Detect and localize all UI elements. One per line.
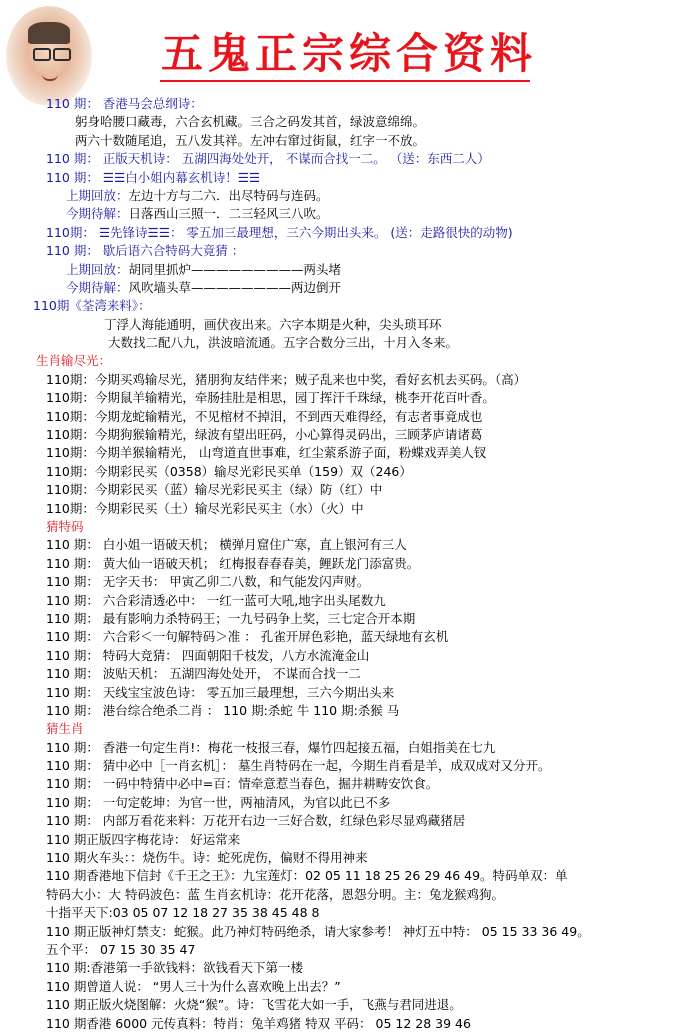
text-line: [0, 794, 698, 812]
text-segment: 110 期： ☰☰白小姐内幕玄机诗！☰☰: [46, 169, 261, 185]
text-segment: 上期回放：: [66, 187, 129, 203]
text-segment: 特码大小：大 特码波色：蓝 生肖玄机诗：花开花落，恩怨分明。主：兔龙猴鸡狗。: [46, 886, 504, 902]
text-segment: 今期待解：: [66, 279, 129, 295]
text-segment: 110期《荃湾来料》：: [33, 298, 151, 314]
text-line: [0, 463, 698, 481]
text-line: [0, 132, 698, 150]
text-segment: 110期：今期买鸡输尽光，猪朋狗友结伴来；贼子乱来也中奖，看好玄机去买码。（高）: [46, 371, 527, 387]
text-line: [0, 224, 698, 242]
text-segment: 110 期： 特码大竞猜： 四面朝阳千枝发，八方水流淹金山: [46, 647, 370, 663]
text-segment: 110 期： 正版天机诗： 五湖四海处处开， 不谋而合找一二。 （送：东西二人）: [46, 151, 490, 167]
text-segment: 110 期： 波贴天机： 五湖四海处处开， 不谋而合找一二: [46, 666, 361, 682]
text-line: [0, 941, 698, 959]
text-line: [0, 592, 698, 610]
text-line: [0, 849, 698, 867]
text-line: [0, 261, 698, 279]
text-line: [0, 720, 698, 738]
text-segment: 110期：今期羊猴输精光， 山弯道直世事难，红尘萦系游子面，粉蝶戏弄美人钗: [46, 445, 487, 461]
text-line: [0, 812, 698, 830]
text-line: [0, 923, 698, 941]
text-line: [0, 95, 698, 113]
text-line: [0, 904, 698, 922]
text-segment: 110 期： 一码中特猜中必中=百：情牵意惹当春色，掘井耕畴安饮食。: [46, 776, 439, 792]
text-segment: 胡同里抓炉—————————两头堵: [128, 261, 342, 277]
text-line: [0, 352, 698, 370]
text-segment: 躬身哈腰口藏毒，六合玄机藏。三合之码发其首，绿波意绵绵。: [75, 114, 426, 130]
text-segment: 大数找二配八九，洪波暗流通。五字合数分三出，十月入冬来。: [108, 335, 459, 351]
text-line: [0, 426, 698, 444]
text-line: [0, 316, 698, 334]
text-segment: 左边十方与二六．出尽特码与连码。: [128, 187, 329, 203]
text-line: [0, 886, 698, 904]
text-segment: 110 期： 无字天书： 甲寅乙卯二八数，和气能发闪声财。: [46, 574, 370, 590]
text-line: [0, 444, 698, 462]
text-segment: 110 期正版火烧图解：火烧“猴”。诗：飞雪花大如一手，飞燕与君同进退。: [46, 997, 462, 1013]
text-line: [0, 536, 698, 554]
text-line: [0, 739, 698, 757]
text-segment: 生肖输尽光：: [36, 353, 112, 369]
text-segment: 110 期火车头：：烧伤牛。诗：蛇死虎伤，偏财不得用神来: [46, 850, 368, 866]
text-line: [0, 371, 698, 389]
text-segment: 110期：今期龙蛇输精光，不见棺材不掉泪，不到西天难得经，有志者事竟成也: [46, 408, 483, 424]
text-segment: 110期：今期鼠羊输精光，牵肠挂肚是相思，园丁挥汗千珠绿，桃李开花百叶香。: [46, 390, 495, 406]
title-underline: [160, 80, 530, 82]
text-segment: 110 期： 黄大仙一语破天机； 红梅报春春春美，鲤跃龙门添富贵。: [46, 555, 420, 571]
text-line: [0, 187, 698, 205]
text-line: [0, 297, 698, 315]
text-segment: 110 期： 香港一句定生肖!：梅花一枝报三春，爆竹四起接五福，白姐指美在七九: [46, 739, 496, 755]
text-segment: 五个平： 07 15 30 35 47: [46, 941, 196, 957]
text-line: [0, 113, 698, 131]
text-segment: 110期：今期彩民买（0358）输尽光彩民买单（159）双（246）: [46, 463, 412, 479]
text-line: [0, 702, 698, 720]
content-lines: [0, 95, 698, 1033]
text-segment: 日落西山三照一．二三轻风三八吹。: [128, 206, 329, 222]
text-line: [0, 757, 698, 775]
text-segment: 110 期： 六合彩清透必中： 一红一蓝可大吼,地字出头尾数九: [46, 592, 386, 608]
text-line: [0, 665, 698, 683]
text-segment: 110 期： 内部万看花来料：万花开右边一三好合数，红绿色彩尽显鸡藏猪居: [46, 813, 466, 829]
text-segment: 110期： ☰先锋诗☰☰： 零五加三最理想，三六今期出头来。 (送：走路很快的动物): [46, 224, 513, 240]
text-line: [0, 518, 698, 536]
text-segment: 110期：今期彩民买（蓝）输尽光彩民买主（绿）防（红）中: [46, 482, 383, 498]
text-segment: 今期待解：: [66, 206, 129, 222]
text-line: [0, 205, 698, 223]
text-line: [0, 867, 698, 885]
text-segment: 110 期： 最有影响力杀特码王；一九号码争上奖，三七定合开本期: [46, 610, 416, 626]
text-segment: 110 期： 猜中必中［一肖玄机］： 墓生肖特码在一起，今期生肖看是羊，成双成对又分开。: [46, 758, 551, 774]
text-line: [0, 334, 698, 352]
text-segment: 110 期曾道人说： “男人三十为什么喜欢晚上出去？”: [46, 978, 341, 994]
text-line: [0, 279, 698, 297]
text-line: [0, 959, 698, 977]
text-line: [0, 628, 698, 646]
text-segment: 110 期： 港台综合绝杀二肖 ： 110 期:杀蛇 牛 110 期:杀猴 马: [46, 702, 400, 718]
text-line: [0, 978, 698, 996]
text-line: [0, 996, 698, 1014]
text-segment: 110 期： 白小姐一语破天机； 横弹月窟住广寒，直上银河有三人: [46, 537, 407, 553]
text-segment: 110 期香港 6000 元传真料：特肖：兔羊鸡猪 特双 平码： 05 12 28 39 46: [46, 1015, 471, 1031]
text-segment: 十指平天下:03 05 07 12 18 27 35 38 45 48 8: [46, 905, 320, 921]
text-line: [0, 408, 698, 426]
text-segment: 猜特码: [46, 518, 84, 534]
text-line: [0, 610, 698, 628]
text-line: [0, 150, 698, 168]
text-segment: 上期回放：: [66, 261, 129, 277]
text-segment: 110 期： 一句定乾坤：为官一世，两袖清风，为官以此已不多: [46, 794, 391, 810]
text-line: [0, 1015, 698, 1033]
text-segment: 两六十数随尾追，五八发其祥。左冲右窜过街鼠，红字一不放。: [75, 132, 426, 148]
text-segment: 110 期： 香港马会总纲诗：: [46, 96, 203, 111]
text-line: [0, 555, 698, 573]
text-segment: 110期：今期彩民买（土）输尽光彩民买主（水）（火）中: [46, 500, 364, 516]
text-line: [0, 684, 698, 702]
text-segment: 110期：今期狗猴输精光，绿波有望出旺码，小心算得灵码出，三顾茅庐请诸葛: [46, 427, 483, 443]
text-segment: 110 期香港地下信封《千王之王》：九宝莲灯：02 05 11 18 25 26 29 46 49。特码单双：单: [46, 868, 568, 884]
text-line: [0, 573, 698, 591]
text-line: [0, 500, 698, 518]
text-line: [0, 831, 698, 849]
text-segment: 110 期： 六合彩＜一句解特码＞准 ： 孔雀开屏色彩艳，蓝天绿地有玄机: [46, 629, 449, 645]
text-line: [0, 481, 698, 499]
text-line: [0, 242, 698, 260]
text-segment: 丁浮人海能通明，画伏夜出来。六字本期是火种，尖头琐耳环: [104, 316, 442, 332]
text-segment: 110 期正版四字梅花诗： 好运常来: [46, 831, 241, 847]
text-line: [0, 775, 698, 793]
page-title: 五鬼正宗综合资料: [160, 29, 537, 78]
text-segment: 110 期： 歇后语六合特码大竟猜 ：: [46, 243, 245, 259]
text-line: [0, 389, 698, 407]
text-segment: 110 期:香港第一手欲钱料：欲钱看天下第一楼: [46, 960, 304, 976]
text-segment: 110 期正版神灯禁支：蛇猴。此乃神灯特码绝杀，请大家参考！ 神灯五中特： 05 15 33 36 49。: [46, 923, 590, 939]
text-segment: 风吹墙头草————————两边倒开: [128, 279, 342, 295]
text-line: [0, 647, 698, 665]
text-segment: 110 期： 天线宝宝波色诗： 零五加三最理想，三六今期出头来: [46, 684, 395, 700]
text-line: [0, 169, 698, 187]
text-segment: 猜生肖: [46, 721, 84, 737]
